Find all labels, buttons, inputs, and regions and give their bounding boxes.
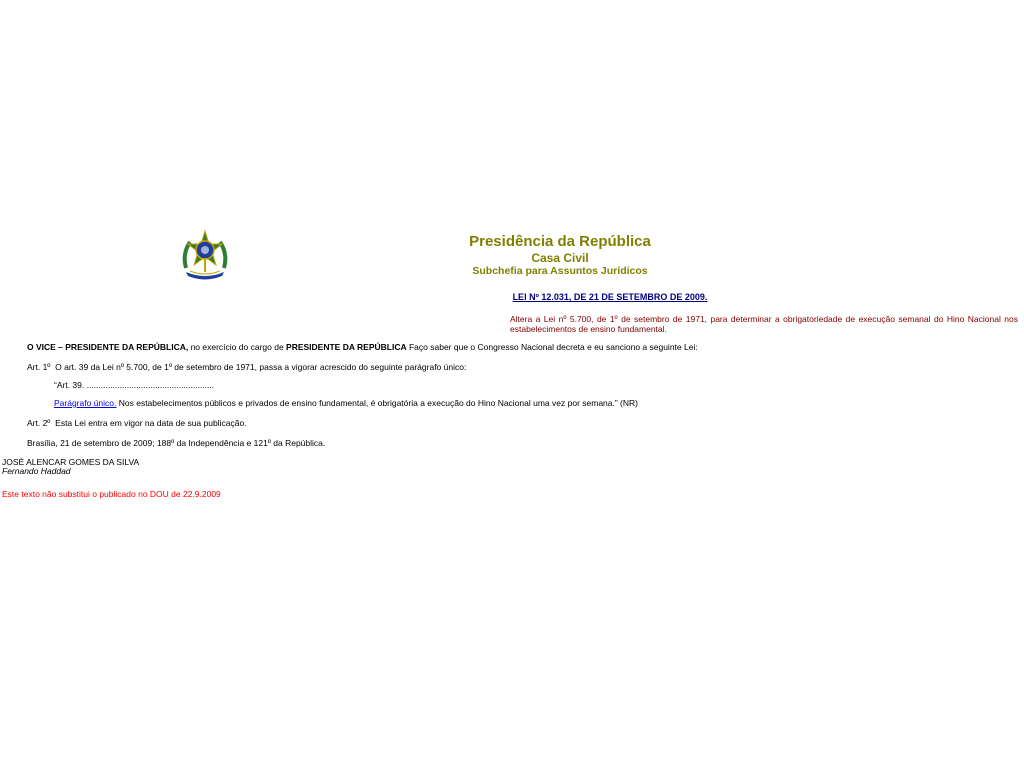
article-1-text: O art. 39 da Lei nº 5.700, de 1º de setembro de 1971, passa a vigorar acrescido do seguinte parágrafo único:	[55, 362, 467, 372]
preamble	[27, 342, 698, 352]
signature-minister: Fernando Haddad	[2, 466, 71, 476]
article-2	[27, 418, 247, 428]
preamble-text-2: Faço saber que o Congresso Nacional decreta e eu sanciono a seguinte Lei:	[406, 342, 698, 352]
publication-disclaimer: Este texto não substitui o publicado no DOU de 22.9.2009	[2, 489, 221, 499]
sole-paragraph-text: Nos estabelecimentos públicos e privados de ensino fundamental, é obrigatória a execução do Hino Nacional uma vez por semana.” (NR)	[116, 398, 638, 408]
signature-vice-president: JOSÉ ALENCAR GOMES DA SILVA	[2, 457, 140, 467]
law-summary: Altera a Lei nº 5.700, de 1º de setembro de 1971, para determinar a obrigatoriedade de execução semanal do Hino Nacional nos estabelecimentos de ensino fundamental.	[510, 314, 1018, 334]
header-subtitle: Casa Civil	[531, 251, 589, 265]
coat-of-arms-emblem	[178, 228, 232, 282]
law-title-link[interactable]: LEI Nº 12.031, DE 21 DE SETEMBRO DE 2009.	[512, 292, 708, 302]
header-subtitle-secondary: Subchefia para Assuntos Jurídicos	[472, 265, 648, 277]
article-2-text: Esta Lei entra em vigor na data de sua publicação.	[55, 418, 247, 428]
article-1	[27, 362, 466, 372]
preamble-vice-president: O VICE – PRESIDENTE DA REPÚBLICA,	[27, 342, 189, 352]
preamble-president: PRESIDENTE DA REPÚBLICA	[286, 342, 407, 352]
header-title: Presidência da República	[469, 233, 651, 250]
preamble-text-1: no exercício do cargo de	[188, 342, 287, 352]
closing-date: Brasília, 21 de setembro de 2009; 188º da Independência e 121º da República.	[27, 438, 326, 448]
article-1-label: Art. 1º	[27, 362, 51, 372]
sole-paragraph-link[interactable]: Parágrafo único.	[54, 398, 117, 408]
article-2-label: Art. 2º	[27, 418, 51, 428]
sole-paragraph	[54, 398, 638, 408]
article-39-quote: “Art. 39. ......................................................	[54, 380, 215, 390]
